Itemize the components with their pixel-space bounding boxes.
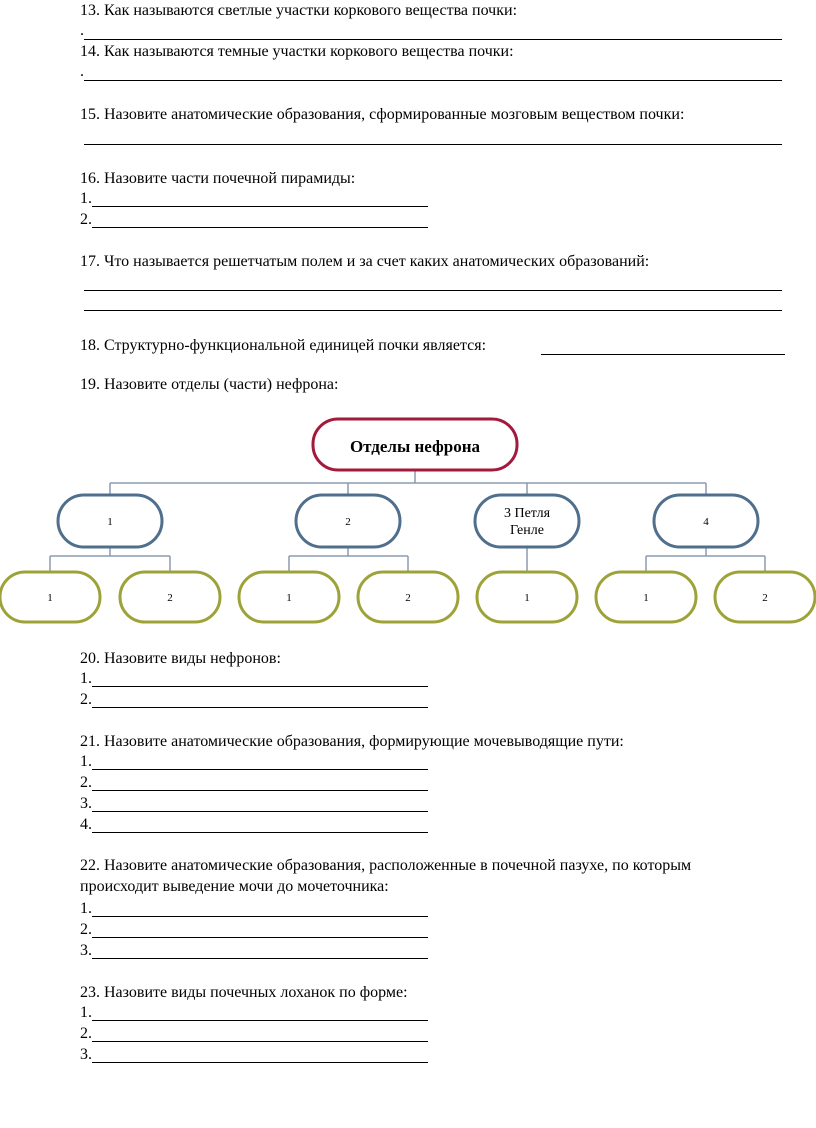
level2-node (239, 572, 339, 622)
answer-marker: . (80, 63, 84, 80)
answer-number: 2. (80, 1025, 92, 1042)
answer-line[interactable] (92, 686, 428, 687)
answer-line[interactable] (92, 958, 428, 959)
answer-marker: . (80, 22, 84, 39)
level2-label: 2 (405, 592, 411, 604)
level2-label: 1 (47, 592, 53, 604)
nephron-diagram (0, 410, 816, 630)
question-15: 15. Назовите анатомические образования, сформированные мозговым веществом почки: (80, 106, 685, 123)
level2-label: 2 (167, 592, 173, 604)
answer-line[interactable] (84, 39, 782, 40)
level1-label: 1 (107, 516, 113, 528)
level1-node (58, 495, 162, 547)
question-13: 13. Как называются светлые участки коркового вещества почки: (80, 2, 518, 19)
answer-number: 1. (80, 190, 92, 207)
level1-node (654, 495, 758, 547)
answer-number: 1. (80, 753, 92, 770)
answer-number: 4. (80, 816, 92, 833)
level1-label: 2 (345, 516, 351, 528)
level2-label: 2 (762, 592, 768, 604)
question-23: 23. Назовите виды почечных лоханок по форме: (80, 984, 408, 1001)
answer-line[interactable] (84, 310, 782, 311)
level2-node (120, 572, 220, 622)
level2-label: 1 (643, 592, 649, 604)
answer-line[interactable] (92, 206, 428, 207)
level1-node (296, 495, 400, 547)
level2-node (715, 572, 815, 622)
level1-node (475, 495, 579, 547)
answer-number: 2. (80, 211, 92, 228)
answer-line[interactable] (92, 937, 428, 938)
question-16: 16. Назовите части почечной пирамиды: (80, 170, 356, 187)
level1-label: Генле (510, 523, 544, 538)
answer-line[interactable] (92, 707, 428, 708)
answer-number: 3. (80, 942, 92, 959)
answer-line[interactable] (92, 790, 428, 791)
answer-number: 3. (80, 1046, 92, 1063)
answer-number: 3. (80, 795, 92, 812)
question-22: 22. Назовите анатомические образования, расположенные в почечной пазухе, по которым (80, 857, 692, 874)
level1-nodes (58, 495, 758, 547)
answer-line[interactable] (92, 811, 428, 812)
answer-line[interactable] (84, 80, 782, 81)
question-22-cont: происходит выведение мочи до мочеточника: (80, 878, 389, 895)
question-17: 17. Что называется решетчатым полем и за счет каких анатомических образований: (80, 253, 650, 270)
question-20: 20. Назовите виды нефронов: (80, 650, 281, 667)
diagram-title: Отделы нефрона (349, 437, 481, 456)
answer-number: 2. (80, 691, 92, 708)
question-19: 19. Назовите отделы (части) нефрона: (80, 376, 339, 393)
answer-number: 1. (80, 670, 92, 687)
answer-line[interactable] (92, 769, 428, 770)
answer-line[interactable] (92, 832, 428, 833)
question-14: 14. Как называются темные участки коркового вещества почки: (80, 43, 514, 60)
answer-line[interactable] (92, 227, 428, 228)
level2-node (477, 572, 577, 622)
level2-nodes (0, 572, 815, 622)
answer-number: 2. (80, 921, 92, 938)
answer-line[interactable] (84, 144, 782, 145)
question-18: 18. Структурно-функциональной единицей почки является: (80, 337, 487, 354)
level2-label: 1 (286, 592, 292, 604)
level1-label: 4 (703, 516, 709, 528)
level1-label: 3 Петля (503, 506, 551, 521)
answer-number: 1. (80, 1004, 92, 1021)
answer-number: 1. (80, 900, 92, 917)
level2-node (358, 572, 458, 622)
answer-line[interactable] (84, 290, 782, 291)
question-21: 21. Назовите анатомические образования, формирующие мочевыводящие пути: (80, 733, 624, 750)
level2-node (0, 572, 100, 622)
answer-line[interactable] (541, 354, 785, 355)
level2-label: 1 (524, 592, 530, 604)
answer-number: 2. (80, 774, 92, 791)
level2-node (596, 572, 696, 622)
answer-line[interactable] (92, 1062, 428, 1063)
answer-line[interactable] (92, 1020, 428, 1021)
answer-line[interactable] (92, 1041, 428, 1042)
answer-line[interactable] (92, 916, 428, 917)
